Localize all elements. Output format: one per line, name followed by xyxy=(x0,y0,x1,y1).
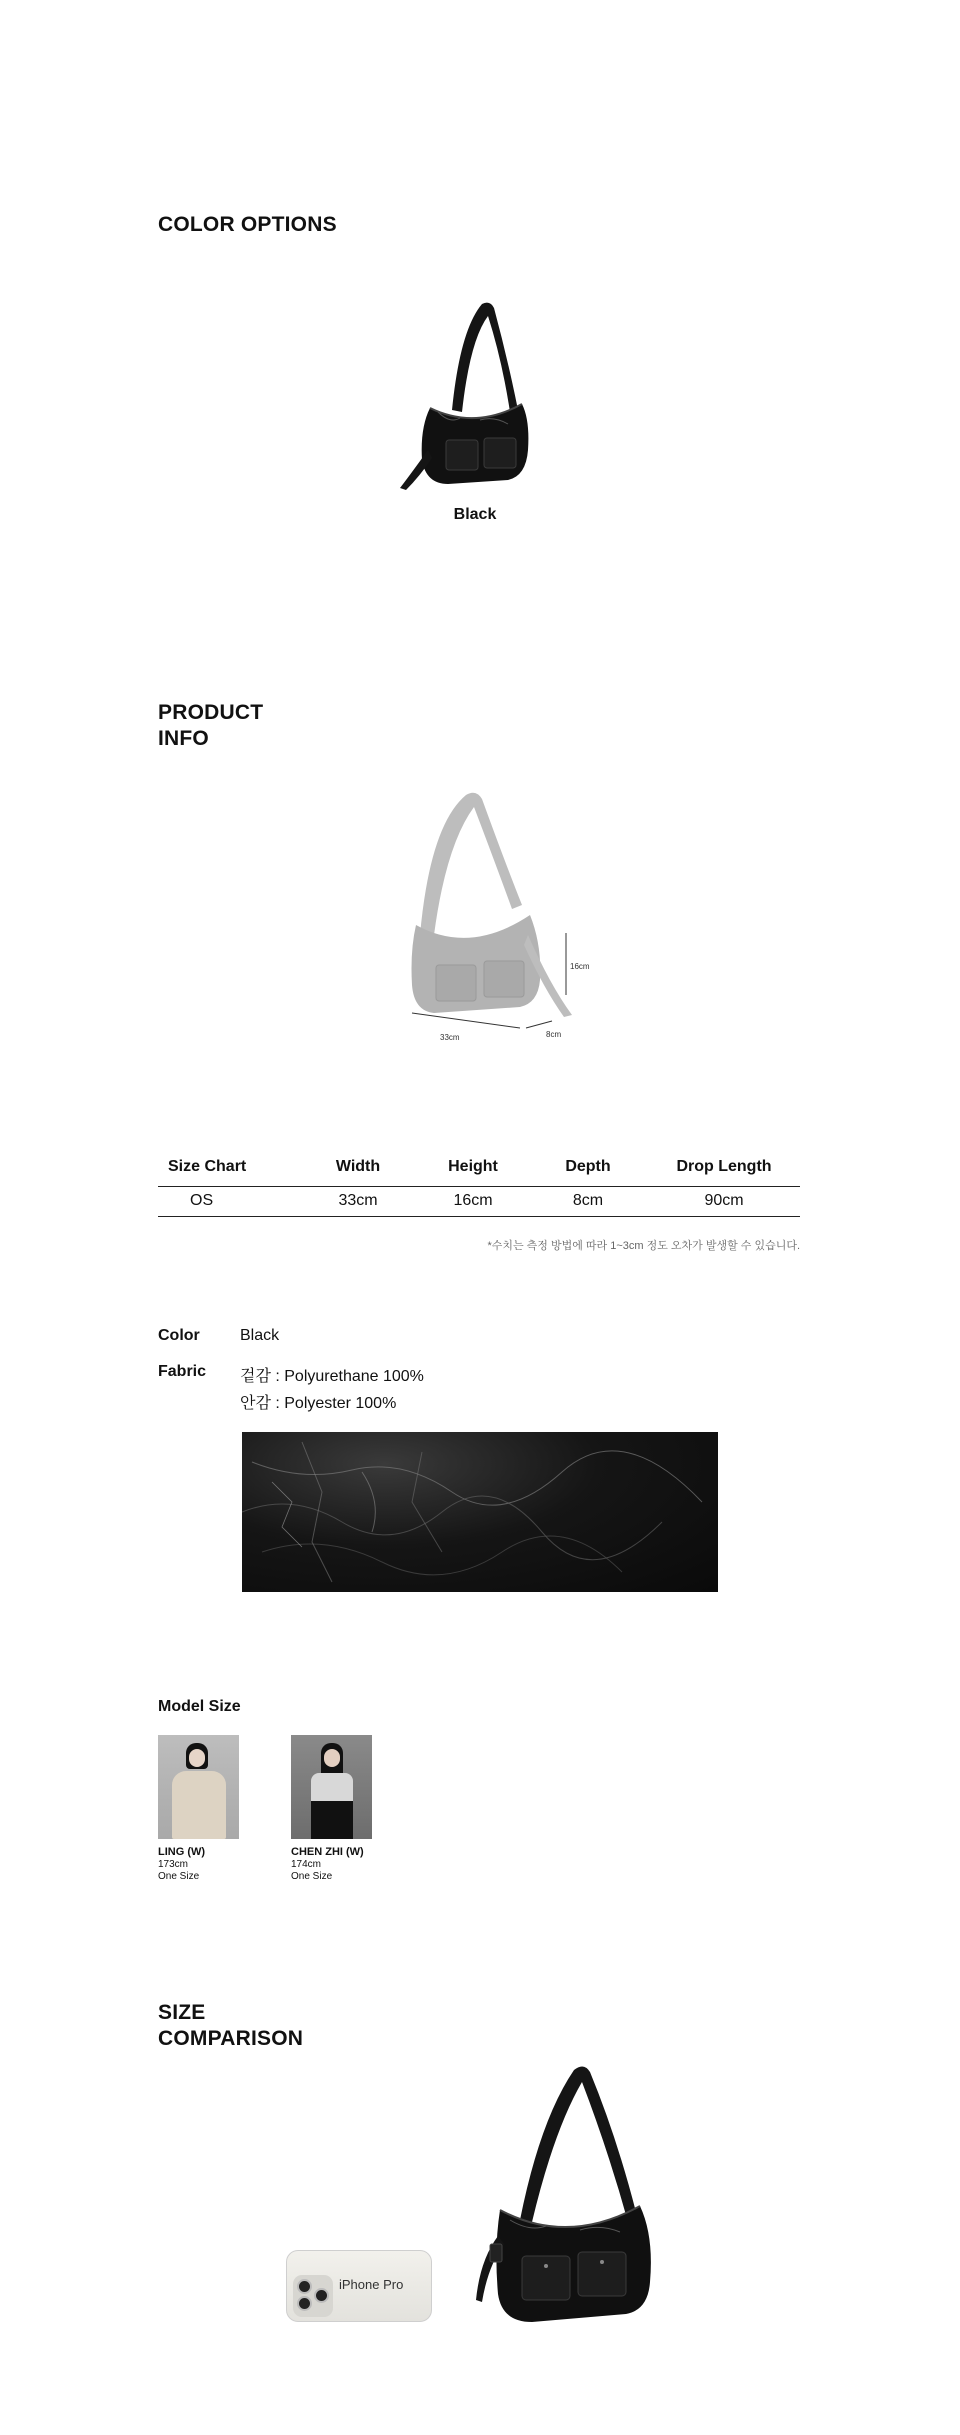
product-info-title-line2: INFO xyxy=(158,727,209,750)
size-chart-cell: 33cm xyxy=(298,1186,418,1216)
product-dimension-diagram xyxy=(400,785,600,1050)
product-info-title xyxy=(158,700,263,752)
color-label: Color xyxy=(158,1327,200,1344)
model-height: 173cm xyxy=(158,1859,189,1870)
size-comparison-title-line2: COMPARISON xyxy=(158,2027,304,2050)
model-card xyxy=(158,1735,248,1883)
model-height: 174cm xyxy=(291,1859,322,1870)
product-info-title-line1: PRODUCT xyxy=(158,701,264,724)
iphone-label: iPhone Pro xyxy=(339,2277,404,2292)
model-card xyxy=(291,1735,391,1883)
color-option-label: Black xyxy=(453,506,497,523)
dimension-width-label: 33cm xyxy=(440,1033,460,1042)
fabric-outer: 겉감 : Polyurethane 100% xyxy=(240,1368,424,1385)
size-chart-note: *수치는 측정 방법에 따라 1~3cm 정도 오차가 발생할 수 있습니다. xyxy=(487,1240,800,1252)
model-photo xyxy=(291,1735,372,1839)
size-comparison-title xyxy=(158,2000,303,2052)
size-chart-header: Depth xyxy=(528,1148,648,1186)
camera-module-icon xyxy=(293,2275,333,2317)
model-photo xyxy=(158,1735,239,1839)
bag-comparison-image xyxy=(450,2060,680,2335)
fabric-inner: 안감 : Polyester 100% xyxy=(240,1395,397,1412)
fabric-label: Fabric xyxy=(158,1363,207,1380)
size-chart-cell: 90cm xyxy=(648,1186,800,1216)
size-chart-header: Width xyxy=(298,1148,418,1186)
size-comparison-title-line1: SIZE xyxy=(158,2001,206,2024)
model-name: CHEN ZHI (W) xyxy=(291,1846,364,1858)
dimension-depth-label: 8cm xyxy=(546,1030,562,1039)
model-size: One Size xyxy=(158,1871,200,1882)
model-size: One Size xyxy=(291,1871,333,1882)
fabric-texture-image xyxy=(242,1432,718,1592)
size-chart-header-row xyxy=(158,1148,800,1186)
color-options-title: COLOR OPTIONS xyxy=(158,213,337,236)
size-chart-header: Height xyxy=(418,1148,528,1186)
size-chart-table xyxy=(158,1148,800,1217)
model-name: LING (W) xyxy=(158,1846,206,1858)
size-chart-header: Drop Length xyxy=(648,1148,800,1186)
model-size-title: Model Size xyxy=(158,1698,241,1715)
size-chart-cell: 8cm xyxy=(528,1186,648,1216)
iphone-reference xyxy=(286,2250,432,2322)
bag-black-image xyxy=(390,300,560,500)
color-value: Black xyxy=(240,1327,280,1344)
table-row xyxy=(158,1186,800,1216)
dimension-height-label: 16cm xyxy=(570,962,590,971)
color-option-black[interactable] xyxy=(390,300,560,530)
size-chart-cell: 16cm xyxy=(418,1186,528,1216)
size-chart-header: Size Chart xyxy=(158,1148,298,1186)
size-chart-cell: OS xyxy=(158,1186,298,1216)
